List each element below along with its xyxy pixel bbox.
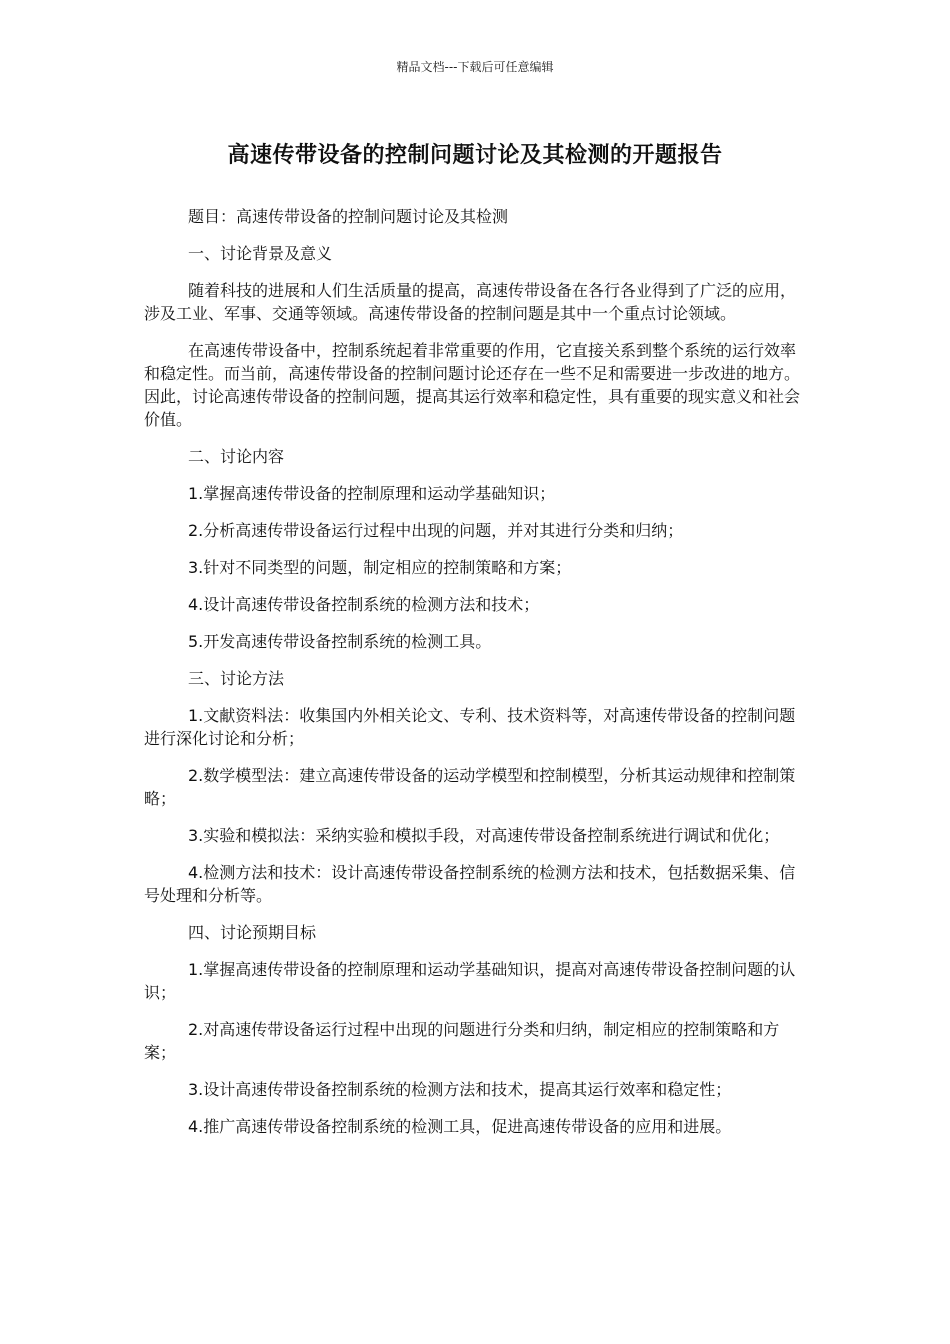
section-heading-methods: 三、讨论方法 xyxy=(188,669,285,688)
method-item-4: 4.检测方法和技术：设计高速传带设备控制系统的检测方法和技术，包括数据采集、信号处理和分析等。 xyxy=(144,863,796,905)
content-item-4: 4.设计高速传带设备控制系统的检测方法和技术； xyxy=(188,595,540,614)
document-title: 高速传带设备的控制问题讨论及其检测的开题报告 xyxy=(227,143,723,168)
topic-line: 题目：高速传带设备的控制问题讨论及其检测 xyxy=(188,207,509,226)
section-heading-background: 一、讨论背景及意义 xyxy=(188,244,333,263)
page-header: 精品文档---下载后可任意编辑 xyxy=(396,60,554,74)
goal-item-4: 4.推广高速传带设备控制系统的检测工具，促进高速传带设备的应用和进展。 xyxy=(188,1117,732,1136)
method-item-3: 3.实验和模拟法：采纳实验和模拟手段，对高速传带设备控制系统进行调试和优化； xyxy=(188,826,780,845)
background-paragraph-1: 随着科技的进展和人们生活质量的提高，高速传带设备在各行各业得到了广泛的应用，涉及工业、军事、交通等领域。高速传带设备的控制问题是其中一个重点讨论领域。 xyxy=(144,281,797,323)
goal-item-2: 2.对高速传带设备运行过程中出现的问题进行分类和归纳，制定相应的控制策略和方案； xyxy=(144,1020,780,1062)
section-heading-goals: 四、讨论预期目标 xyxy=(188,923,317,942)
goal-item-3: 3.设计高速传带设备控制系统的检测方法和技术，提高其运行效率和稳定性； xyxy=(188,1080,732,1099)
goal-item-1: 1.掌握高速传带设备的控制原理和运动学基础知识，提高对高速传带设备控制问题的认识； xyxy=(144,960,796,1002)
content-item-3: 3.针对不同类型的问题，制定相应的控制策略和方案； xyxy=(188,558,572,577)
content-item-1: 1.掌握高速传带设备的控制原理和运动学基础知识； xyxy=(188,484,556,503)
method-item-1: 1.文献资料法：收集国内外相关论文、专利、技术资料等，对高速传带设备的控制问题进行深化讨论和分析； xyxy=(144,706,796,748)
content-item-2: 2.分析高速传带设备运行过程中出现的问题，并对其进行分类和归纳； xyxy=(188,521,684,540)
method-item-2: 2.数学模型法：建立高速传带设备的运动学模型和控制模型，分析其运动规律和控制策略； xyxy=(144,766,796,808)
section-heading-content: 二、讨论内容 xyxy=(188,447,285,466)
document-body xyxy=(144,205,804,1152)
content-item-5: 5.开发高速传带设备控制系统的检测工具。 xyxy=(188,632,492,651)
background-paragraph-2: 在高速传带设备中，控制系统起着非常重要的作用，它直接关系到整个系统的运行效率和稳定性。而当前，高速传带设备的控制问题讨论还存在一些不足和需要进一步改进的地方。因此，讨论高速传带设备的控制问题，提高其运行效率和稳定性，具有重要的现实意义和社会价值。 xyxy=(144,341,801,429)
